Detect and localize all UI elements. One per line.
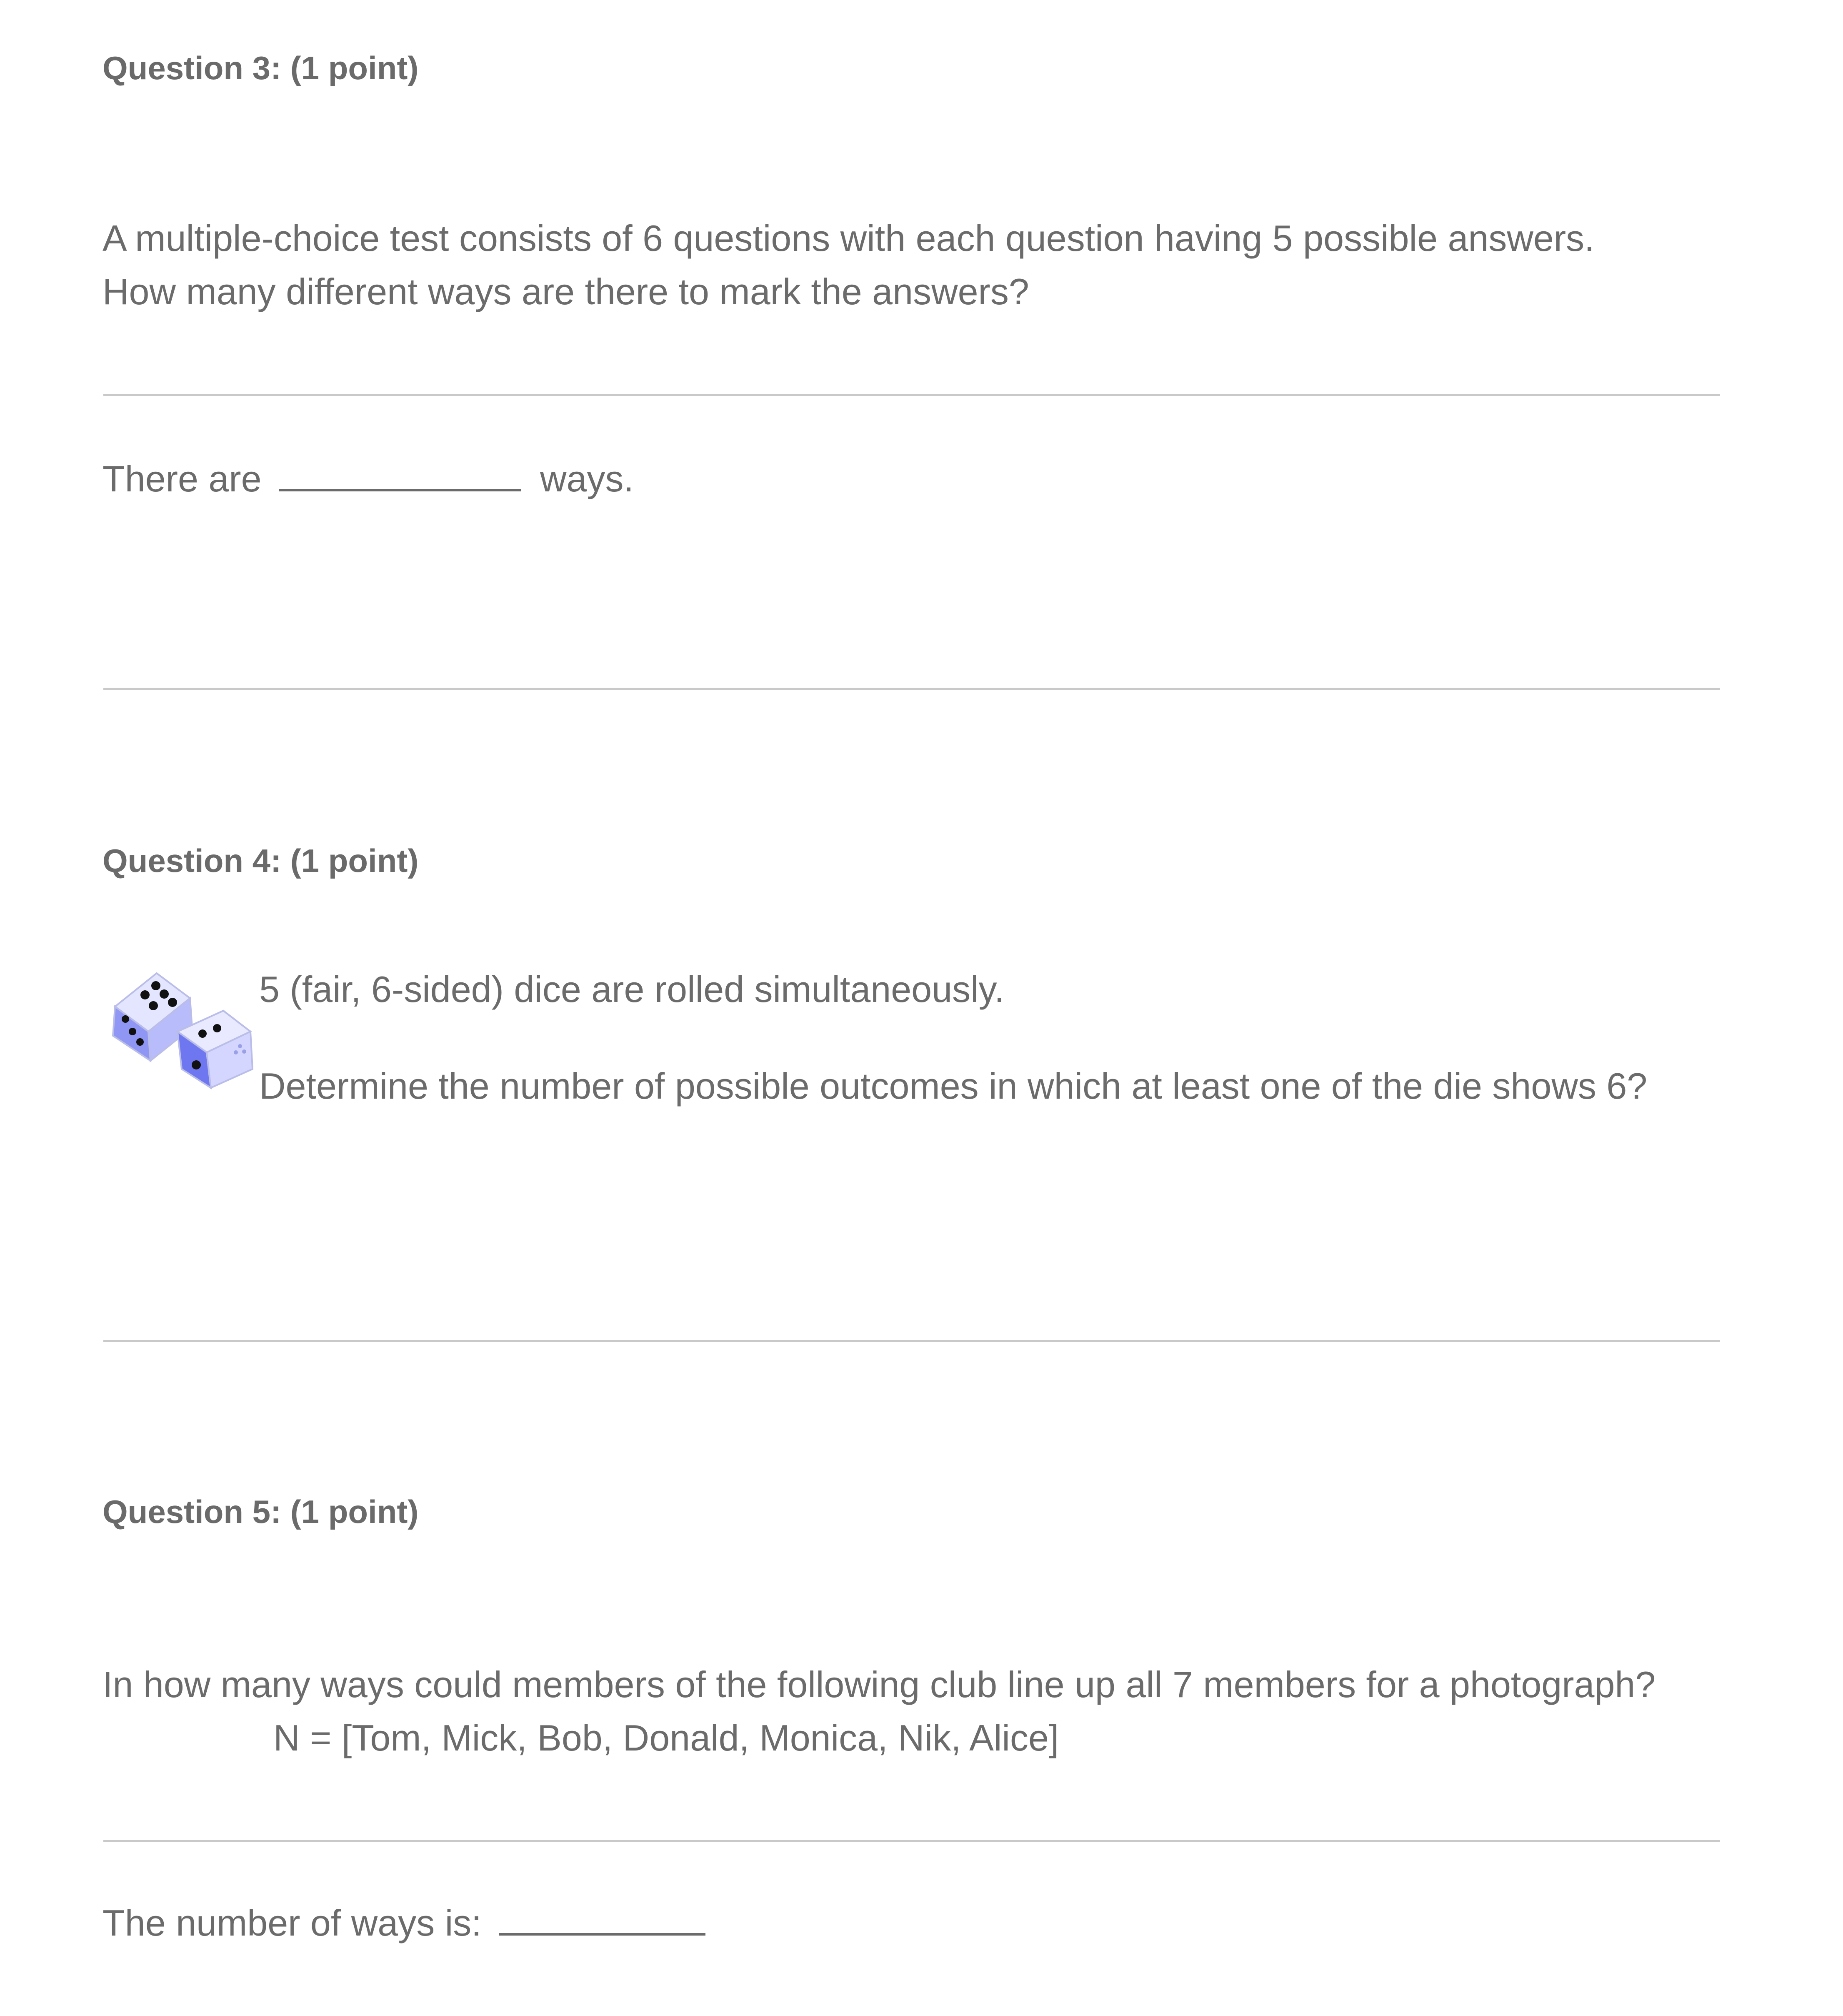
question-5-heading: Question 5: (1 point) bbox=[103, 1493, 419, 1530]
question-5-answer-line bbox=[103, 1902, 705, 1943]
question-3-answer-prefix: There are bbox=[103, 458, 262, 499]
question-5-answer-prefix: The number of ways is: bbox=[103, 1902, 482, 1943]
question-5-answer-blank[interactable] bbox=[499, 1933, 705, 1936]
question-3-text-line-1: A multiple-choice test consists of 6 questions with each question having 5 possible answers. bbox=[103, 218, 1595, 259]
question-5-text-line-1: In how many ways could members of the following club line up all 7 members for a photograph? bbox=[103, 1664, 1656, 1705]
dice-icon bbox=[103, 969, 261, 1090]
question-3-answer-line bbox=[103, 458, 634, 499]
divider bbox=[103, 1340, 1720, 1342]
question-3-heading: Question 3: (1 point) bbox=[103, 50, 419, 86]
question-3-answer-suffix: ways. bbox=[540, 458, 634, 499]
question-4-text-line-2: Determine the number of possible outcomes in which at least one of the die shows 6? bbox=[259, 1065, 1648, 1107]
divider bbox=[103, 394, 1720, 396]
question-5-member-list: N = [Tom, Mick, Bob, Donald, Monica, Nik, Alice] bbox=[273, 1717, 1059, 1758]
question-3-answer-blank[interactable] bbox=[279, 489, 521, 491]
question-4-heading: Question 4: (1 point) bbox=[103, 842, 419, 879]
divider bbox=[103, 688, 1720, 690]
divider bbox=[103, 1840, 1720, 1842]
question-4-text-line-1: 5 (fair, 6-sided) dice are rolled simultaneously. bbox=[259, 969, 1005, 1010]
question-3-text-line-2: How many different ways are there to mark the answers? bbox=[103, 271, 1029, 312]
